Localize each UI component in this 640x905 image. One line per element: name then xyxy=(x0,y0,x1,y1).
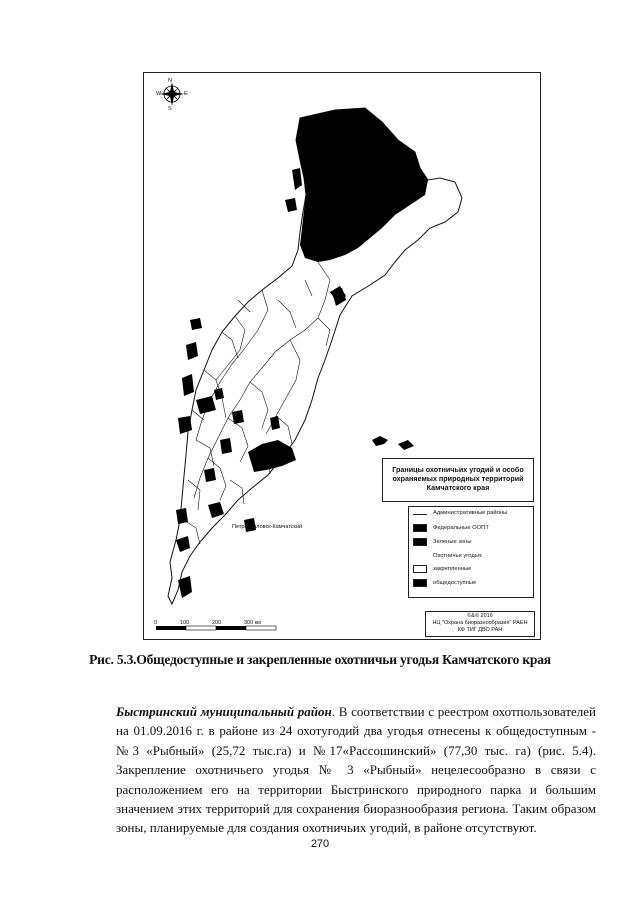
map-legend xyxy=(408,506,534,598)
scale-bar xyxy=(156,626,276,630)
scale-label-300: 300 км xyxy=(244,620,261,626)
legend-swatch-black xyxy=(413,579,427,587)
paragraph-body: . В соответствии с реестром охотпользователей на 01.09.2016 г. в районе из 24 охотугодий два угодья отнесены к общедоступным - №3 «Рыбный» (25,72 тыс.га) и №17«Рассошинский» (77,30 тыс. га) (рис. 5.4). Закрепление охотничьего угодья № 3 «Рыбный» нецелесообразно в связи с расположением его на территории Быстринского природного парка и большим значением этих территорий для сохранения биоразнообразия региона. Таким образом зоны, планируемые для создания охотничьих угодий, в районе отсутствуют. xyxy=(116,704,596,836)
compass-n-label: N xyxy=(168,78,172,84)
commander-island-1 xyxy=(372,436,388,446)
compass-s-label: S xyxy=(168,106,172,112)
legend-swatch-black xyxy=(413,538,427,546)
scale-label-100: 100 xyxy=(180,620,190,626)
legend-swatch-black xyxy=(413,524,427,532)
scale-label-0: 0 xyxy=(154,620,158,626)
copyright-box: ©&© 2016 НЦ "Охрана биоразнообразия" РАЕН КФ ТИГ ДВО РАН xyxy=(425,611,535,637)
legend-item-hunting: Охотничьи угодья: xyxy=(433,553,483,559)
legend-swatch-line xyxy=(413,511,427,515)
legend-item-admin: Административные районы xyxy=(413,510,507,516)
legend-item-public: общедоступные xyxy=(413,579,476,587)
page-number: 270 xyxy=(310,838,330,850)
paragraph-lead: Быстринский муниципальный район xyxy=(116,704,332,719)
legend-item-green: Зеленые зоны xyxy=(413,538,472,546)
compass-rose-icon xyxy=(160,82,184,106)
compass-e-label: E xyxy=(184,91,188,97)
body-paragraph xyxy=(116,702,596,838)
map-title: Границы охотничьих угодий и особо охраняемых природных территорий Камчатского края xyxy=(392,465,524,492)
commander-island-2 xyxy=(398,440,414,450)
figure-caption: Рис. 5.3.Общедоступные и закрепленные охотничьи угодья Камчатского края xyxy=(89,652,551,667)
city-label-petropavlovsk: Петропавловск-Камчатский xyxy=(232,524,303,530)
legend-item-federal: Федеральные ООПТ xyxy=(413,524,489,532)
legend-item-assigned: закрепленные xyxy=(413,565,471,573)
compass-w-label: W xyxy=(156,91,162,97)
legend-swatch-white xyxy=(413,565,427,573)
scale-label-200: 200 xyxy=(212,620,222,626)
map-title-box xyxy=(382,458,534,502)
